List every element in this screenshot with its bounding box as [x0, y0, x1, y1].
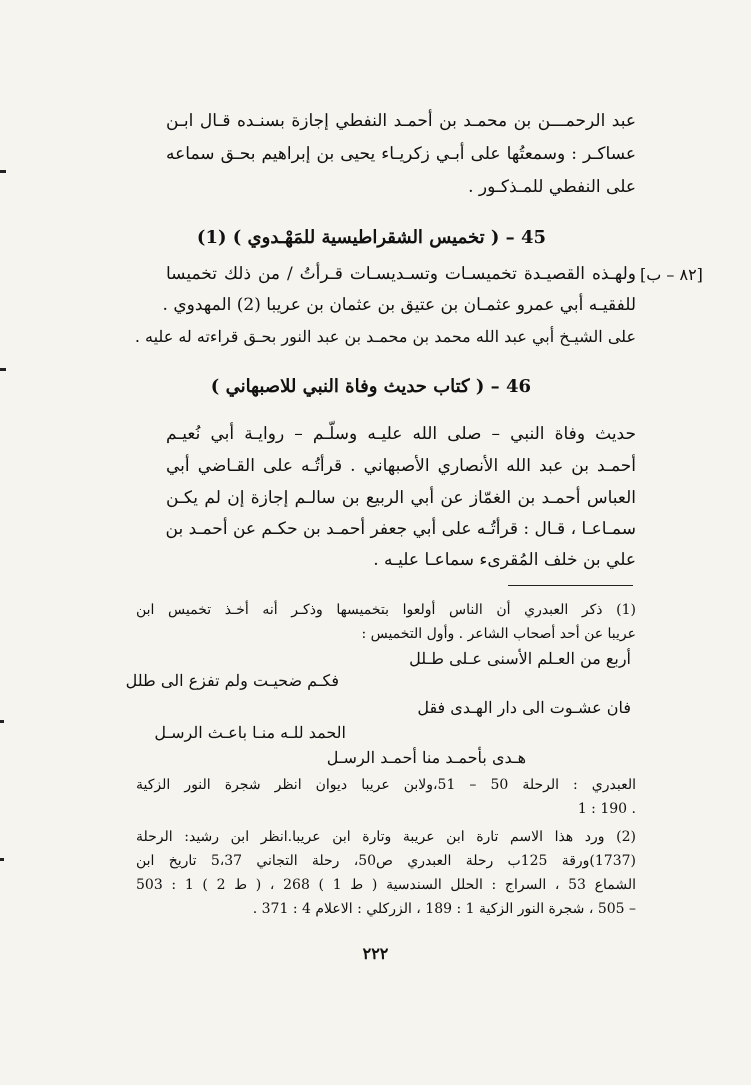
paragraph-line: سمـاعـا ، قـال : قرأتُـه على أبي جعفر أحمـد بن حكـم عن أحمـد بن — [165, 519, 636, 539]
paragraph-line: عبد الرحمـــن بن محمـد بن أحمـد النفطي إجازة بسنـده قـال ابـن — [166, 111, 636, 131]
poem-verse: أربع من العـلم الأسنى عـلى طـلل — [409, 649, 631, 668]
paragraph-line: العباس أحمـد بن الغمّاز عن أبي الربيع بن سالـم إجازة إن لم يكـن — [166, 488, 636, 508]
poem-verse: فان عشـوت الى دار الهـدى فقل — [417, 698, 631, 717]
poem-verse: فكـم ضحيـت ولم تفزع الى طلل — [125, 671, 339, 690]
poem-verse: الحمد للـه منـا باعـث الرسـل — [154, 723, 346, 742]
scan-edge-mark — [0, 368, 6, 371]
paragraph-line: للفقيـه أبي عمرو عثمـان بن عتيق بن عثمان بن عريبا (2) المهدوي . — [162, 295, 636, 315]
margin-folio-reference: [٨٢ – ب] — [640, 265, 703, 284]
footnote-line: . 190 : 1 — [577, 801, 636, 817]
paragraph-line: أحمـد بن عبد الله الأنصاري الأصبهاني . قرأتُـه على القـاضي أبي — [166, 456, 636, 476]
scan-edge-mark — [0, 858, 4, 861]
footnote-separator — [508, 585, 633, 586]
footnote-line: عريبا عن أحد أصحاب الشاعر . وأول التخميس : — [361, 626, 636, 642]
paragraph-line: علي بن خلف المُقرىء سماعـا عليـه . — [373, 550, 636, 570]
footnote-line: (2) ورد هذا الاسم تارة ابن عريبة وتارة ابن عريبا.انظر ابن رشيد: الرحلة — [136, 829, 636, 845]
paragraph-line: حديث وفاة النبي – صلى الله عليـه وسلّـم – روايـة أبي نُعيـم — [166, 424, 636, 444]
scan-edge-mark — [0, 720, 4, 723]
footnote-line: الشماع 53 ، السراج : الحلل السندسية ( ط 1 ) 268 ، ( ط 2 ) 1 : 503 — [136, 877, 636, 893]
paragraph-line: على النفطي للمـذكـور . — [468, 177, 636, 197]
section-heading-46: 46 – ( كتاب حديث وفاة النبي للاصبهاني ) — [210, 376, 531, 397]
paragraph-line: ولهـذه القصيـدة تخميسـات وتسـديسـات قـرأتُ / من ذلك تخميسا — [166, 264, 636, 284]
section-heading-45: 45 – ( تخميس الشقراطيسية للمَهْـدوي ) (1) — [196, 227, 546, 248]
scan-edge-mark — [0, 170, 6, 173]
footnote-line: (1) ذكر العبدري أن الناس أولعوا بتخميسها وذكـر أنه أخـذ تخميس ابن — [136, 602, 636, 618]
paragraph-line: عساكـر : وسمعتُها على أبـي زكريـاء يحيى بن إبراهيم بحـق سماعه — [166, 144, 636, 164]
paragraph-line: على الشيـخ أبي عبد الله محمد بن محمـد بن عبد النور بحـق قراءته له عليه . — [134, 327, 636, 346]
poem-verse: هـدى بأحمـد منا أحمـد الرسـل — [326, 748, 526, 767]
page-number: ٢٢٢ — [362, 944, 389, 963]
footnote-line: (1737)ورقة 125ب رحلة العبدري ص50، رحلة التجاني 5،37 تاريخ ابن — [136, 853, 636, 869]
footnote-line: العبدري : الرحلة 50 – 51،ولابن عريبا ديوان انظر شجرة النور الزكية — [136, 777, 636, 793]
footnote-line: – 505 ، شجرة النور الزكية 1 : 189 ، الزركلي : الاعلام 4 : 371 . — [252, 901, 636, 917]
